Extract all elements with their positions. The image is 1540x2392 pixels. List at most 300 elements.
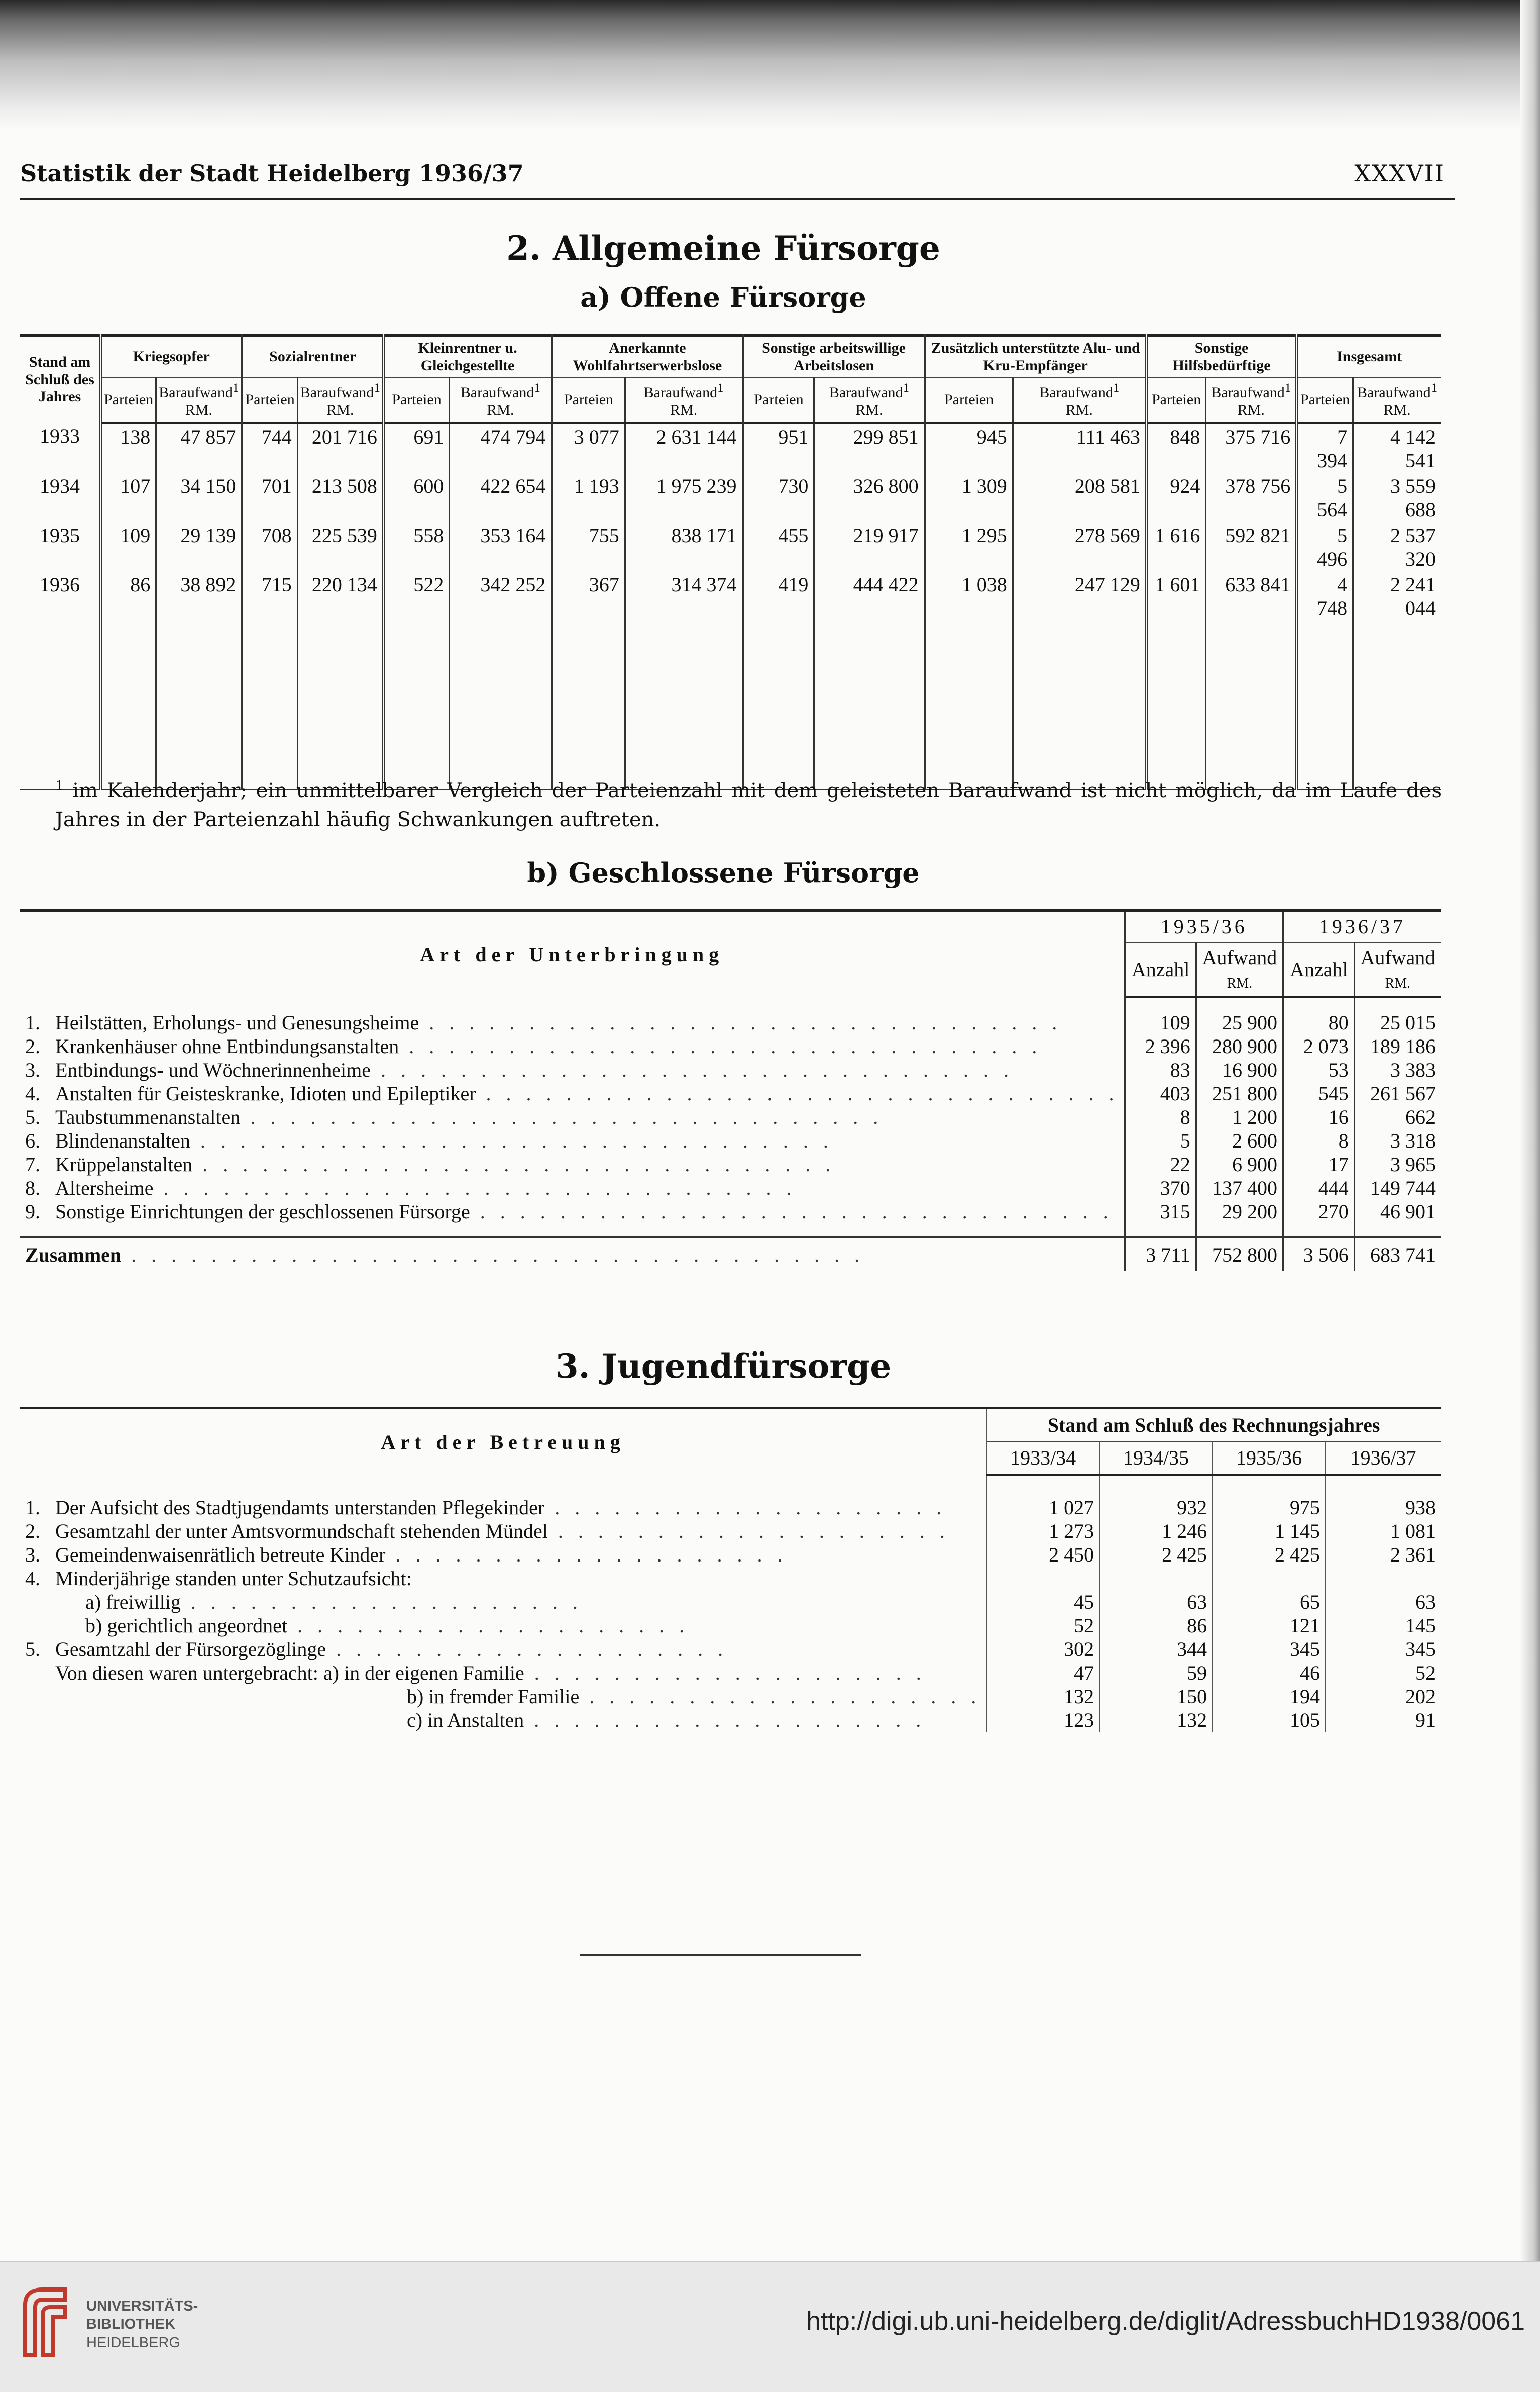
- library-name-line2: BIBLIOTHEK: [86, 2316, 176, 2333]
- anzahl-cell: 8: [1283, 1129, 1354, 1153]
- parteien-cell: 522: [383, 572, 450, 621]
- value-cell: 46: [1213, 1661, 1326, 1685]
- unit-label: RM.: [326, 401, 354, 419]
- group-header-insgesamt: Insgesamt: [1297, 336, 1441, 378]
- baraufwand-cell: 38 892: [156, 572, 242, 621]
- row-text: Taubstummenanstalten: [55, 1106, 241, 1128]
- row-text: b) in fremder Familie: [407, 1685, 580, 1708]
- value-cell: 1 273: [986, 1519, 1099, 1543]
- unit-label: RM.: [670, 401, 698, 419]
- table-row: [20, 1661, 1441, 1685]
- row-number: 2.: [25, 1520, 40, 1542]
- table-row: [20, 1176, 1441, 1200]
- aufwand-cell: 149 744: [1370, 1177, 1436, 1199]
- leader-dots: . . . . . . . . . . . . . . . . . . . . . . . . . . . . . . . .: [153, 1177, 797, 1199]
- baraufwand-cell: 3 559 688: [1390, 475, 1436, 521]
- subheader-parteien: Parteien: [552, 378, 625, 423]
- year-cell: 1933: [20, 423, 101, 473]
- parteien-cell: 744: [242, 423, 297, 473]
- empty-cell: [1099, 1475, 1213, 1496]
- aufwand-cell: 16 900: [1196, 1058, 1283, 1082]
- parteien-cell: 3 077: [552, 423, 625, 473]
- row-label: [20, 1129, 1125, 1153]
- anzahl-cell: 270: [1283, 1200, 1354, 1223]
- leader-dots: . . . . . . . . . . . . . . . . . . . .: [180, 1591, 583, 1613]
- table-row: [20, 1543, 1441, 1567]
- value-cell: 86: [1099, 1614, 1213, 1637]
- baraufwand-cell: 47 857: [156, 423, 242, 473]
- section-3-title: 3. Jugendfürsorge: [555, 1346, 892, 1386]
- spacer-row: [20, 997, 1441, 1011]
- baraufwand-label: Baraufwand: [300, 384, 374, 401]
- baraufwand-cell: 375 716: [1206, 423, 1297, 473]
- unit-label: RM.: [487, 401, 514, 419]
- aufwand-cell: 29 200: [1196, 1200, 1283, 1223]
- baraufwand-label: Baraufwand: [1211, 384, 1285, 401]
- parteien-cell: 109: [101, 523, 156, 572]
- row-number: 6.: [25, 1129, 40, 1152]
- year-header-1934-35: 1934/35: [1099, 1441, 1213, 1475]
- offene-fuersorge-body: [20, 423, 1441, 790]
- footnote: [55, 776, 1442, 835]
- row-number: 9.: [25, 1200, 40, 1223]
- parteien-cell: 1 038: [925, 572, 1013, 621]
- value-cell: [1326, 1567, 1441, 1590]
- empty-cell: [242, 621, 297, 790]
- empty-cell: [1196, 997, 1283, 1011]
- leader-dots: . . . . . . . . . . . . . . . . . . . .: [385, 1543, 788, 1566]
- footnote-ref: 1: [534, 381, 540, 395]
- empty-cell: [1326, 1475, 1441, 1496]
- year-cell: 1935: [20, 523, 101, 572]
- value-cell: 105: [1213, 1708, 1326, 1732]
- row-label: [20, 1519, 986, 1543]
- row-number: 3.: [25, 1059, 40, 1081]
- row-number: 5.: [25, 1106, 40, 1128]
- baraufwand-cell: 208 581: [1013, 473, 1146, 523]
- end-rule: [580, 1954, 861, 1956]
- empty-cell: [814, 621, 925, 790]
- parteien-cell: 730: [743, 473, 814, 523]
- footnote-text: im Kalenderjahr; ein unmittelbarer Vergleich der Parteienzahl mit dem geleisteten Baraufwand ist nicht möglich, da im Laufe des Jahres in der Parteienzahl häufig Schwankungen auftreten.: [55, 779, 1442, 831]
- unit-label: RM.: [1383, 401, 1411, 419]
- leader-dots: . . . . . . . . . . . . . . . . . . . . . . . . . . . . . . . .: [476, 1082, 1119, 1105]
- value-cell: 344: [1099, 1637, 1213, 1661]
- empty-cell: [1213, 1475, 1326, 1496]
- baraufwand-label: Baraufwand: [643, 384, 718, 401]
- leader-dots: . . . . . . . . . . . . . . . . . . . . . . . . . . . . . . . .: [470, 1200, 1113, 1223]
- anzahl-cell: 545: [1283, 1082, 1354, 1105]
- leader-dots: . . . . . . . . . . . . . . . . . . . . . . . . . . . . . . . .: [399, 1035, 1042, 1058]
- subheader-baraufwand: [450, 378, 552, 423]
- col-header-betreuung: Art der Betreuung: [20, 1408, 986, 1475]
- table-row: [20, 1200, 1441, 1223]
- footnote-ref: 1: [903, 381, 910, 395]
- leader-dots: . . . . . . . . . . . . . . . . . . . . . . . . . . . . . . . .: [192, 1153, 836, 1176]
- empty-cell: [383, 621, 450, 790]
- row-text: Blindenanstalten: [55, 1129, 190, 1152]
- row-number: 1.: [25, 1496, 40, 1519]
- jugendfuersorge-body: [20, 1475, 1441, 1732]
- value-cell: 145: [1405, 1614, 1436, 1637]
- value-cell: 52: [1415, 1661, 1436, 1684]
- row-label: [20, 1543, 986, 1567]
- table-row: [20, 1708, 1441, 1732]
- aufwand-cell: 3 383: [1390, 1059, 1436, 1081]
- value-cell: 91: [1415, 1709, 1436, 1731]
- table-row: [20, 1519, 1441, 1543]
- parteien-cell: 924: [1146, 473, 1205, 523]
- subheader-baraufwand: [814, 378, 925, 423]
- total-row: [20, 1237, 1441, 1272]
- empty-cell: [1146, 621, 1205, 790]
- value-cell: 1 027: [986, 1496, 1099, 1519]
- row-label: [20, 1708, 986, 1732]
- table-row: [20, 1105, 1441, 1129]
- subheader-parteien: Parteien: [101, 378, 156, 423]
- aufwand-cell: 3 318: [1390, 1129, 1436, 1152]
- value-cell: 194: [1213, 1685, 1326, 1708]
- row-number: 8.: [25, 1177, 40, 1199]
- group-header-hilfsbeduerftige: Sonstige Hilfsbedürftige: [1146, 336, 1296, 378]
- value-cell: 132: [986, 1685, 1099, 1708]
- section-2-title: 2. Allgemeine Fürsorge: [506, 229, 940, 268]
- baraufwand-label: Baraufwand: [829, 384, 903, 401]
- row-number: 4.: [25, 1567, 40, 1590]
- baraufwand-cell: 4 142 541: [1390, 426, 1436, 472]
- value-cell: 2 425: [1099, 1543, 1213, 1567]
- row-text: b) gerichtlich angeordnet: [85, 1614, 288, 1637]
- row-label: [20, 1661, 986, 1685]
- row-text: Minderjährige standen unter Schutzaufsicht:: [55, 1567, 412, 1590]
- value-cell: 132: [1099, 1708, 1213, 1732]
- total-cell: 3 711: [1125, 1237, 1196, 1272]
- baraufwand-cell: 838 171: [625, 523, 743, 572]
- baraufwand-label: Baraufwand: [1357, 384, 1431, 401]
- baraufwand-cell: 201 716: [297, 423, 383, 473]
- parteien-cell: 455: [743, 523, 814, 572]
- empty-cell: [1354, 997, 1441, 1011]
- total-text: Zusammen: [25, 1243, 122, 1266]
- value-cell: 2 361: [1390, 1543, 1436, 1566]
- baraufwand-cell: 34 150: [156, 473, 242, 523]
- row-text: Krüppelanstalten: [55, 1153, 193, 1176]
- aufwand-cell: 251 800: [1196, 1082, 1283, 1105]
- baraufwand-cell: 29 139: [156, 523, 242, 572]
- value-cell: 59: [1099, 1661, 1213, 1685]
- value-cell: [1099, 1567, 1213, 1590]
- value-cell: 123: [986, 1708, 1099, 1732]
- row-label: [20, 1590, 986, 1614]
- parteien-cell: 708: [242, 523, 297, 572]
- baraufwand-cell: 444 422: [814, 572, 925, 621]
- baraufwand-label: Baraufwand: [460, 384, 534, 401]
- anzahl-cell: 109: [1125, 1011, 1196, 1034]
- value-cell: 1 145: [1213, 1519, 1326, 1543]
- leader-dots: . . . . . . . . . . . . . . . . . . . .: [524, 1661, 926, 1684]
- empty-cell: [925, 621, 1013, 790]
- anzahl-cell: 2 073: [1283, 1034, 1354, 1058]
- footnote-ref: 1: [1113, 381, 1120, 395]
- row-text: Krankenhäuser ohne Entbindungsanstalten: [55, 1035, 399, 1058]
- unit-label: RM.: [1227, 976, 1253, 991]
- empty-cell: [450, 621, 552, 790]
- library-name-line3: HEIDELBERG: [86, 2334, 180, 2351]
- baraufwand-label: Baraufwand: [1039, 384, 1113, 401]
- table-row: [20, 423, 1441, 473]
- group-header-alu-kru: Zusätzlich unterstützte Alu- und Kru-Empfänger: [925, 336, 1146, 378]
- subheader-baraufwand: [156, 378, 242, 423]
- year-header-1936-37: 1936/37: [1283, 911, 1441, 943]
- year-cell: 1934: [20, 473, 101, 523]
- value-cell: [1213, 1567, 1326, 1590]
- table-row: [20, 572, 1441, 621]
- parteien-cell: 4 748: [1297, 572, 1353, 621]
- empty-cell: [20, 997, 1125, 1011]
- footnote-ref: 1: [374, 381, 380, 395]
- col-header-year: Stand am Schluß des Jahres: [20, 336, 101, 424]
- baraufwand-cell: 342 252: [450, 572, 552, 621]
- leader-dots: . . . . . . . . . . . . . . . . . . . . . . . . . . . . . . . .: [240, 1106, 884, 1128]
- section-2b-subtitle: b) Geschlossene Fürsorge: [527, 857, 920, 889]
- baraufwand-cell: 2 537 320: [1390, 524, 1436, 570]
- value-cell: 302: [986, 1637, 1099, 1661]
- empty-cell: [625, 621, 743, 790]
- empty-cell: [1283, 1223, 1354, 1237]
- parteien-cell: 691: [383, 423, 450, 473]
- table-empty-space: [20, 621, 1441, 790]
- parteien-cell: 367: [552, 572, 625, 621]
- value-cell: 65: [1213, 1590, 1326, 1614]
- table-row: [20, 1614, 1441, 1637]
- leader-dots: . . . . . . . . . . . . . . . . . . . . . . . . . . . . . . . . . . . . .: [121, 1243, 865, 1266]
- aufwand-cell: 3 965: [1390, 1153, 1436, 1176]
- parteien-cell: 951: [743, 423, 814, 473]
- row-number: 5.: [25, 1638, 40, 1660]
- parteien-cell: 1 601: [1146, 572, 1205, 621]
- aufwand-cell: 662: [1405, 1106, 1436, 1128]
- anzahl-cell: 22: [1125, 1153, 1196, 1176]
- baraufwand-cell: 1 975 239: [625, 473, 743, 523]
- value-cell: 121: [1213, 1614, 1326, 1637]
- leader-dots: . . . . . . . . . . . . . . . . . . . .: [544, 1496, 947, 1519]
- year-header-1933-34: 1933/34: [986, 1441, 1099, 1475]
- leader-dots: . . . . . . . . . . . . . . . . . . . .: [547, 1520, 950, 1542]
- library-name-line1: UNIVERSITÄTS-: [86, 2298, 198, 2314]
- footnote-mark: 1: [55, 778, 64, 794]
- aufwand-label: Aufwand: [1360, 946, 1436, 969]
- source-url[interactable]: http://digi.ub.uni-heidelberg.de/diglit/AdressbuchHD1938/0061: [806, 2307, 1525, 2336]
- table-row: [20, 1590, 1441, 1614]
- empty-cell: [986, 1475, 1099, 1496]
- footnote-ref: 1: [1284, 381, 1291, 395]
- aufwand-cell: 6 900: [1196, 1153, 1283, 1176]
- table-row: [20, 1058, 1441, 1082]
- anzahl-cell: 315: [1125, 1200, 1196, 1223]
- anzahl-cell: 16: [1283, 1105, 1354, 1129]
- parteien-cell: 5 496: [1297, 523, 1353, 572]
- anzahl-header-1935: Anzahl: [1125, 942, 1196, 997]
- value-cell: 52: [986, 1614, 1099, 1637]
- parteien-cell: 5 564: [1297, 473, 1353, 523]
- subheader-baraufwand: [1353, 378, 1441, 423]
- subheader-parteien: Parteien: [743, 378, 814, 423]
- subheader-parteien: Parteien: [1297, 378, 1353, 423]
- unit-label: RM.: [185, 401, 212, 419]
- section-2a-subtitle: a) Offene Fürsorge: [580, 281, 866, 314]
- header-rule: [20, 198, 1455, 200]
- anzahl-cell: 5: [1125, 1129, 1196, 1153]
- row-text: Gesamtzahl der unter Amtsvormundschaft stehenden Mündel: [55, 1520, 548, 1542]
- row-text: Der Aufsicht des Stadtjugendamts unterstanden Pflegekinder: [55, 1496, 545, 1519]
- unit-label: RM.: [1237, 401, 1265, 419]
- parteien-cell: 945: [925, 423, 1013, 473]
- aufwand-cell: 1 200: [1196, 1105, 1283, 1129]
- leader-dots: . . . . . . . . . . . . . . . . . . . . . . . . . . . . . . . .: [190, 1129, 833, 1152]
- value-cell: 975: [1213, 1496, 1326, 1519]
- row-label: [20, 1496, 986, 1519]
- library-name: [86, 2297, 198, 2352]
- subheader-parteien: Parteien: [242, 378, 297, 423]
- page-number: XXXVII: [1354, 160, 1445, 187]
- empty-cell: [297, 621, 383, 790]
- parteien-cell: 755: [552, 523, 625, 572]
- total-cell: 683 741: [1354, 1237, 1441, 1272]
- value-cell: 1 246: [1099, 1519, 1213, 1543]
- row-number: 7.: [25, 1153, 40, 1176]
- table-row: [20, 1567, 1441, 1590]
- baraufwand-cell: 213 508: [297, 473, 383, 523]
- table-row: [20, 523, 1441, 572]
- row-text: Gemeindenwaisenrätlich betreute Kinder: [55, 1543, 386, 1566]
- row-label: [20, 1011, 1125, 1034]
- parteien-cell: 419: [743, 572, 814, 621]
- geschlossene-fuersorge-table: [20, 909, 1441, 1271]
- leader-dots: . . . . . . . . . . . . . . . . . . . . . . . . . . . . . . . .: [419, 1011, 1062, 1034]
- group-header-stand: Stand am Schluß des Rechnungsjahres: [986, 1408, 1441, 1442]
- total-cell: 752 800: [1196, 1237, 1283, 1272]
- parteien-cell: 86: [101, 572, 156, 621]
- group-header-kleinrentner: Kleinrentner u. Gleichgestellte: [383, 336, 552, 378]
- geschlossene-fuersorge-body: [20, 997, 1441, 1271]
- offene-fuersorge-table: [20, 334, 1441, 790]
- footnote-ref: 1: [1431, 381, 1438, 395]
- parteien-cell: 138: [101, 423, 156, 473]
- aufwand-header-1936: [1354, 942, 1441, 997]
- row-text: Anstalten für Geisteskranke, Idioten und Epileptiker: [55, 1082, 476, 1105]
- aufwand-cell: 189 186: [1370, 1035, 1436, 1058]
- unit-label: RM.: [855, 401, 883, 419]
- year-header-1936-37: 1936/37: [1326, 1441, 1441, 1475]
- total-label: [20, 1237, 1125, 1272]
- anzahl-cell: 53: [1283, 1058, 1354, 1082]
- anzahl-cell: 444: [1283, 1176, 1354, 1200]
- spacer-row: [20, 1475, 1441, 1496]
- baraufwand-cell: 219 917: [814, 523, 925, 572]
- empty-cell: [1125, 997, 1196, 1011]
- baraufwand-cell: 220 134: [297, 572, 383, 621]
- year-header-1935-36: 1935/36: [1213, 1441, 1326, 1475]
- library-logo-icon: [15, 2284, 75, 2360]
- aufwand-cell: 25 015: [1380, 1011, 1436, 1034]
- row-number: 1.: [25, 1011, 40, 1034]
- table-row: [20, 1496, 1441, 1519]
- row-label: [20, 1034, 1125, 1058]
- group-header-wohlfahrtserwerbslose: Anerkannte Wohlfahrtserwerbslose: [552, 336, 743, 378]
- baraufwand-cell: 2 631 144: [625, 423, 743, 473]
- value-cell: 345: [1213, 1637, 1326, 1661]
- empty-cell: [552, 621, 625, 790]
- spacer-row: [20, 1223, 1441, 1237]
- value-cell: 345: [1405, 1638, 1436, 1660]
- empty-cell: [156, 621, 242, 790]
- baraufwand-cell: 278 569: [1013, 523, 1146, 572]
- subheader-baraufwand: [625, 378, 743, 423]
- row-text: Heilstätten, Erholungs- und Genesungsheime: [55, 1011, 419, 1034]
- anzahl-cell: 83: [1125, 1058, 1196, 1082]
- subheader-row: [20, 378, 1441, 423]
- baraufwand-label: Baraufwand: [159, 384, 233, 401]
- subheader-parteien: Parteien: [383, 378, 450, 423]
- parteien-cell: 600: [383, 473, 450, 523]
- row-label: [20, 1567, 986, 1590]
- leader-dots: . . . . . . . . . . . . . . . . . . . . . . . . . . . . . . . .: [371, 1059, 1014, 1081]
- empty-cell: [20, 621, 101, 790]
- baraufwand-cell: 326 800: [814, 473, 925, 523]
- baraufwand-cell: 2 241 044: [1390, 573, 1436, 619]
- subheader-parteien: Parteien: [925, 378, 1013, 423]
- baraufwand-cell: 225 539: [297, 523, 383, 572]
- aufwand-cell: 261 567: [1370, 1082, 1436, 1105]
- year-header-1935-36: 1935/36: [1125, 911, 1283, 943]
- row-label: [20, 1082, 1125, 1105]
- anzahl-cell: 2 396: [1125, 1034, 1196, 1058]
- value-cell: 938: [1405, 1496, 1436, 1519]
- value-cell: 63: [1415, 1591, 1436, 1613]
- value-cell: [986, 1567, 1099, 1590]
- parteien-cell: 701: [242, 473, 297, 523]
- library-footer: [0, 2261, 1540, 2392]
- parteien-cell: 715: [242, 572, 297, 621]
- value-cell: 202: [1405, 1685, 1436, 1708]
- row-number: 4.: [25, 1082, 40, 1105]
- empty-cell: [20, 1223, 1125, 1237]
- value-cell: 2 450: [986, 1543, 1099, 1567]
- row-label: [20, 1176, 1125, 1200]
- row-number: 3.: [25, 1543, 40, 1566]
- empty-cell: [1283, 997, 1354, 1011]
- aufwand-cell: 46 901: [1380, 1200, 1436, 1223]
- baraufwand-cell: 592 821: [1206, 523, 1297, 572]
- group-header-sonstige-arbeitslose: Sonstige arbeitswillige Arbeitslosen: [743, 336, 925, 378]
- row-label: [20, 1200, 1125, 1223]
- empty-cell: [101, 621, 156, 790]
- table-row: [20, 473, 1441, 523]
- group-header-sozialrentner: Sozialrentner: [242, 336, 383, 378]
- subheader-parteien: Parteien: [1146, 378, 1205, 423]
- empty-cell: [1196, 1223, 1283, 1237]
- row-text: Altersheime: [55, 1177, 154, 1199]
- leader-dots: . . . . . . . . . . . . . . . . . . . .: [326, 1638, 728, 1660]
- empty-cell: [20, 1475, 986, 1496]
- row-text: Gesamtzahl der Fürsorgezöglinge: [55, 1638, 326, 1660]
- table-row: [20, 1129, 1441, 1153]
- parteien-cell: 1 193: [552, 473, 625, 523]
- anzahl-cell: 370: [1125, 1176, 1196, 1200]
- col-header-unterbringung: Art der Unterbringung: [20, 911, 1125, 997]
- anzahl-header-1936: Anzahl: [1283, 942, 1354, 997]
- empty-cell: [743, 621, 814, 790]
